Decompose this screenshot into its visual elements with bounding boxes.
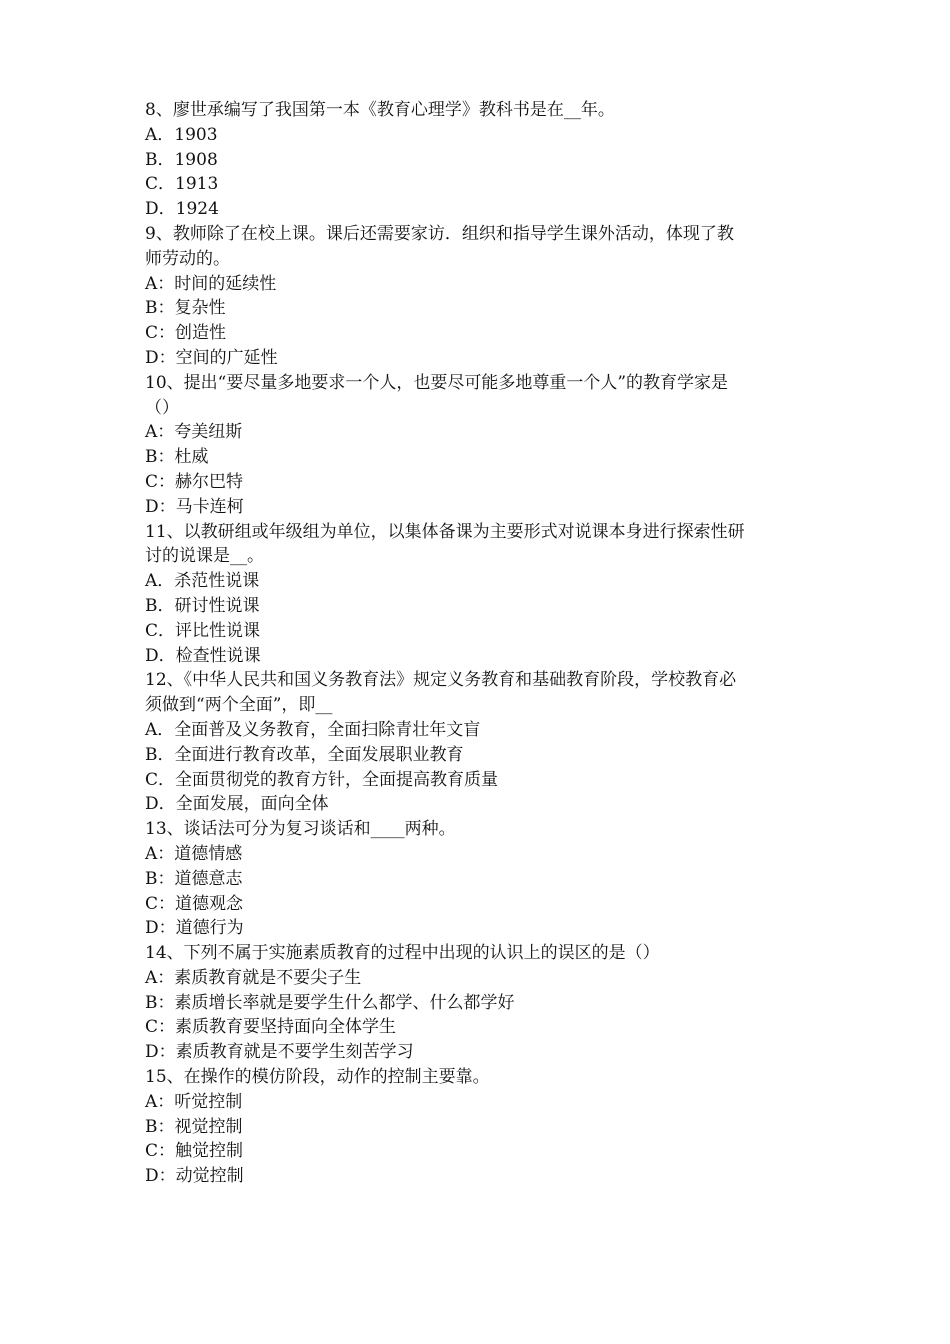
question-10-option-c: C：赫尔巴特 — [145, 471, 244, 492]
question-15-option-c: C：触觉控制 — [145, 1141, 244, 1162]
question-10-option-b: B：杜威 — [145, 447, 209, 468]
question-9-stem-cont: 师劳动的。 — [145, 248, 230, 269]
question-15-option-d: D：动觉控制 — [145, 1166, 244, 1187]
question-9-option-a: A：时间的延续性 — [145, 273, 277, 294]
question-12-stem: 12、《中华人民共和国义务教育法》规定义务教育和基础教育阶段，学校教育必 — [145, 670, 737, 691]
question-14-option-d: D：素质教育就是不要学生刻苦学习 — [145, 1042, 414, 1063]
question-10-stem-cont: （） — [145, 397, 179, 418]
question-9-stem: 9、教师除了在校上课。课后还需要家访．组织和指导学生课外活动，体现了教 — [145, 223, 734, 244]
question-10-option-d: D：马卡连柯 — [145, 496, 244, 517]
question-8-stem: 8、廖世承编写了我国第一本《教育心理学》教科书是在__年。 — [145, 100, 615, 120]
question-13-option-c: C：道德观念 — [145, 893, 244, 914]
question-12-option-d: D．全面发展，面向全体 — [145, 794, 329, 815]
question-9-option-c: C：创造性 — [145, 323, 227, 344]
question-13-option-a: A：道德情感 — [145, 843, 243, 864]
question-12-option-a: A．全面普及义务教育，全面扫除青壮年文盲 — [145, 719, 481, 740]
question-12-stem-cont: 须做到“两个全面”，即__ — [145, 695, 333, 716]
question-9-option-d: D：空间的广延性 — [145, 347, 278, 368]
question-9-option-b: B：复杂性 — [145, 298, 226, 319]
question-14-stem: 14、下列不属于实施素质教育的过程中出现的认识上的误区的是（） — [145, 943, 660, 964]
question-15-option-b: B：视觉控制 — [145, 1116, 243, 1137]
question-11-option-d: D．检查性说课 — [145, 645, 261, 666]
question-8-option-d: D．1924 — [145, 199, 219, 220]
question-15-stem: 15、在操作的模仿阶段，动作的控制主要靠。 — [145, 1067, 490, 1088]
question-8-option-a: A．1903 — [145, 124, 218, 145]
question-14-option-c: C：素质教育要坚持面向全体学生 — [145, 1017, 397, 1038]
question-11-option-b: B．研讨性说课 — [145, 595, 260, 616]
question-11-stem: 11、以教研组或年级组为单位，以集体备课为主要形式对说课本身进行探索性研 — [145, 521, 745, 542]
question-14-option-b: B：素质增长率就是要学生什么都学、什么都学好 — [145, 992, 515, 1013]
question-10-option-a: A：夸美纽斯 — [145, 422, 243, 443]
question-12-option-c: C．全面贯彻党的教育方针，全面提高教育质量 — [145, 769, 499, 790]
question-11-option-a: A．杀范性说课 — [145, 571, 260, 592]
question-8-option-b: B．1908 — [145, 149, 218, 170]
question-13-option-b: B：道德意志 — [145, 868, 243, 889]
question-11-option-c: C．评比性说课 — [145, 620, 261, 641]
question-14-option-a: A：素质教育就是不要尖子生 — [145, 967, 362, 988]
question-list — [145, 98, 825, 1189]
question-13-stem: 13、谈话法可分为复习谈话和____两种。 — [145, 819, 456, 840]
question-13-option-d: D：道德行为 — [145, 918, 244, 939]
question-10-stem: 10、提出“要尽量多地要求一个人，也要尽可能多地尊重一个人”的教育学家是 — [145, 372, 729, 393]
question-11-stem-cont: 讨的说课是__。 — [145, 546, 264, 567]
question-15-option-a: A：听觉控制 — [145, 1091, 243, 1112]
question-12-option-b: B．全面进行教育改革，全面发展职业教育 — [145, 744, 464, 765]
question-8-option-c: C．1913 — [145, 174, 219, 195]
